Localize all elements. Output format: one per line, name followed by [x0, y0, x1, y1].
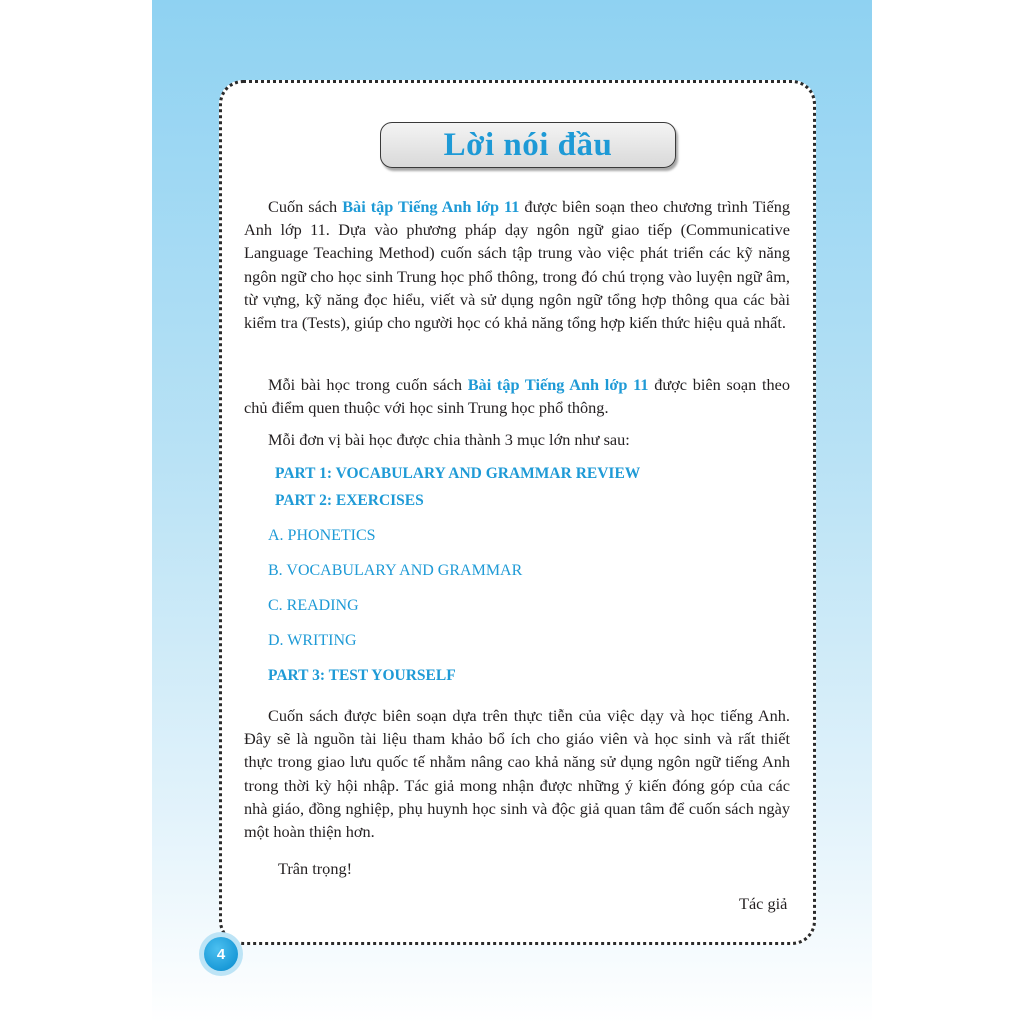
book-title-highlight: Bài tập Tiếng Anh lớp 11 [342, 197, 520, 216]
intro2-text-start: Mỗi bài học trong cuốn sách [268, 375, 468, 394]
page-number: 4 [204, 937, 238, 971]
section-d-writing: D. WRITING [268, 632, 357, 649]
intro-paragraph-2 [244, 373, 790, 419]
intro-text-end: được biên soạn theo chương trình Tiếng Anh lớp 11. Dựa vào phương pháp dạy ngôn ngữ giao tiếp (Communicative Language Teaching Method) cuốn sách tập trung vào việc phát triển các kỹ năng ngôn ngữ cho học sinh Trung học phổ thông, trong đó chú trọng vào luyện ngữ âm, từ vựng, kỹ năng đọc hiểu, viết và sử dụng ngôn ngữ tổng hợp thông qua các bài kiểm tra (Tests), giúp cho người học có khả năng tổng hợp kiến thức hiệu quả nhất. [244, 197, 790, 333]
section-c-reading: C. READING [268, 597, 359, 614]
regards-text: Trân trọng! [278, 859, 353, 878]
section-a-phonetics: A. PHONETICS [268, 527, 376, 544]
closing-paragraph: Cuốn sách được biên soạn dựa trên thực tiễn của việc dạy và học tiếng Anh. Đây sẽ là nguồn tài liệu tham khảo bổ ích cho giáo viên và học sinh và rất thiết thực trong giao lưu quốc tế nhằm nâng cao khả năng sử dụng ngôn ngữ tiếng Anh trong thời kỳ hội nhập. Tác giả mong nhận được những ý kiến đóng góp của các nhà giáo, đồng nghiệp, phụ huynh học sinh và độc giả quan tâm để cuốn sách ngày một hoàn thiện hơn. [244, 706, 790, 842]
part-2-heading: PART 2: EXERCISES [275, 492, 424, 509]
intro-text-start: Cuốn sách [268, 197, 343, 216]
part-3-heading: PART 3: TEST YOURSELF [268, 667, 456, 684]
section-b-vocabulary: B. VOCABULARY AND GRAMMAR [268, 562, 523, 579]
page-number-badge [199, 932, 243, 976]
intro-paragraph-3: Mỗi đơn vị bài học được chia thành 3 mục lớn như sau: [268, 430, 630, 449]
intro-paragraph-1 [244, 195, 790, 334]
title-box [380, 122, 676, 168]
page-title: Lời nói đầu [443, 126, 613, 163]
intro2-text-end: được biên soạn theo chủ điểm quen thuộc với học sinh Trung học phổ thông. [244, 375, 791, 418]
author-signature: Tác giả [739, 894, 788, 913]
book-title-highlight-2: Bài tập Tiếng Anh lớp 11 [467, 375, 649, 394]
part-1-heading: PART 1: VOCABULARY AND GRAMMAR REVIEW [275, 465, 641, 482]
